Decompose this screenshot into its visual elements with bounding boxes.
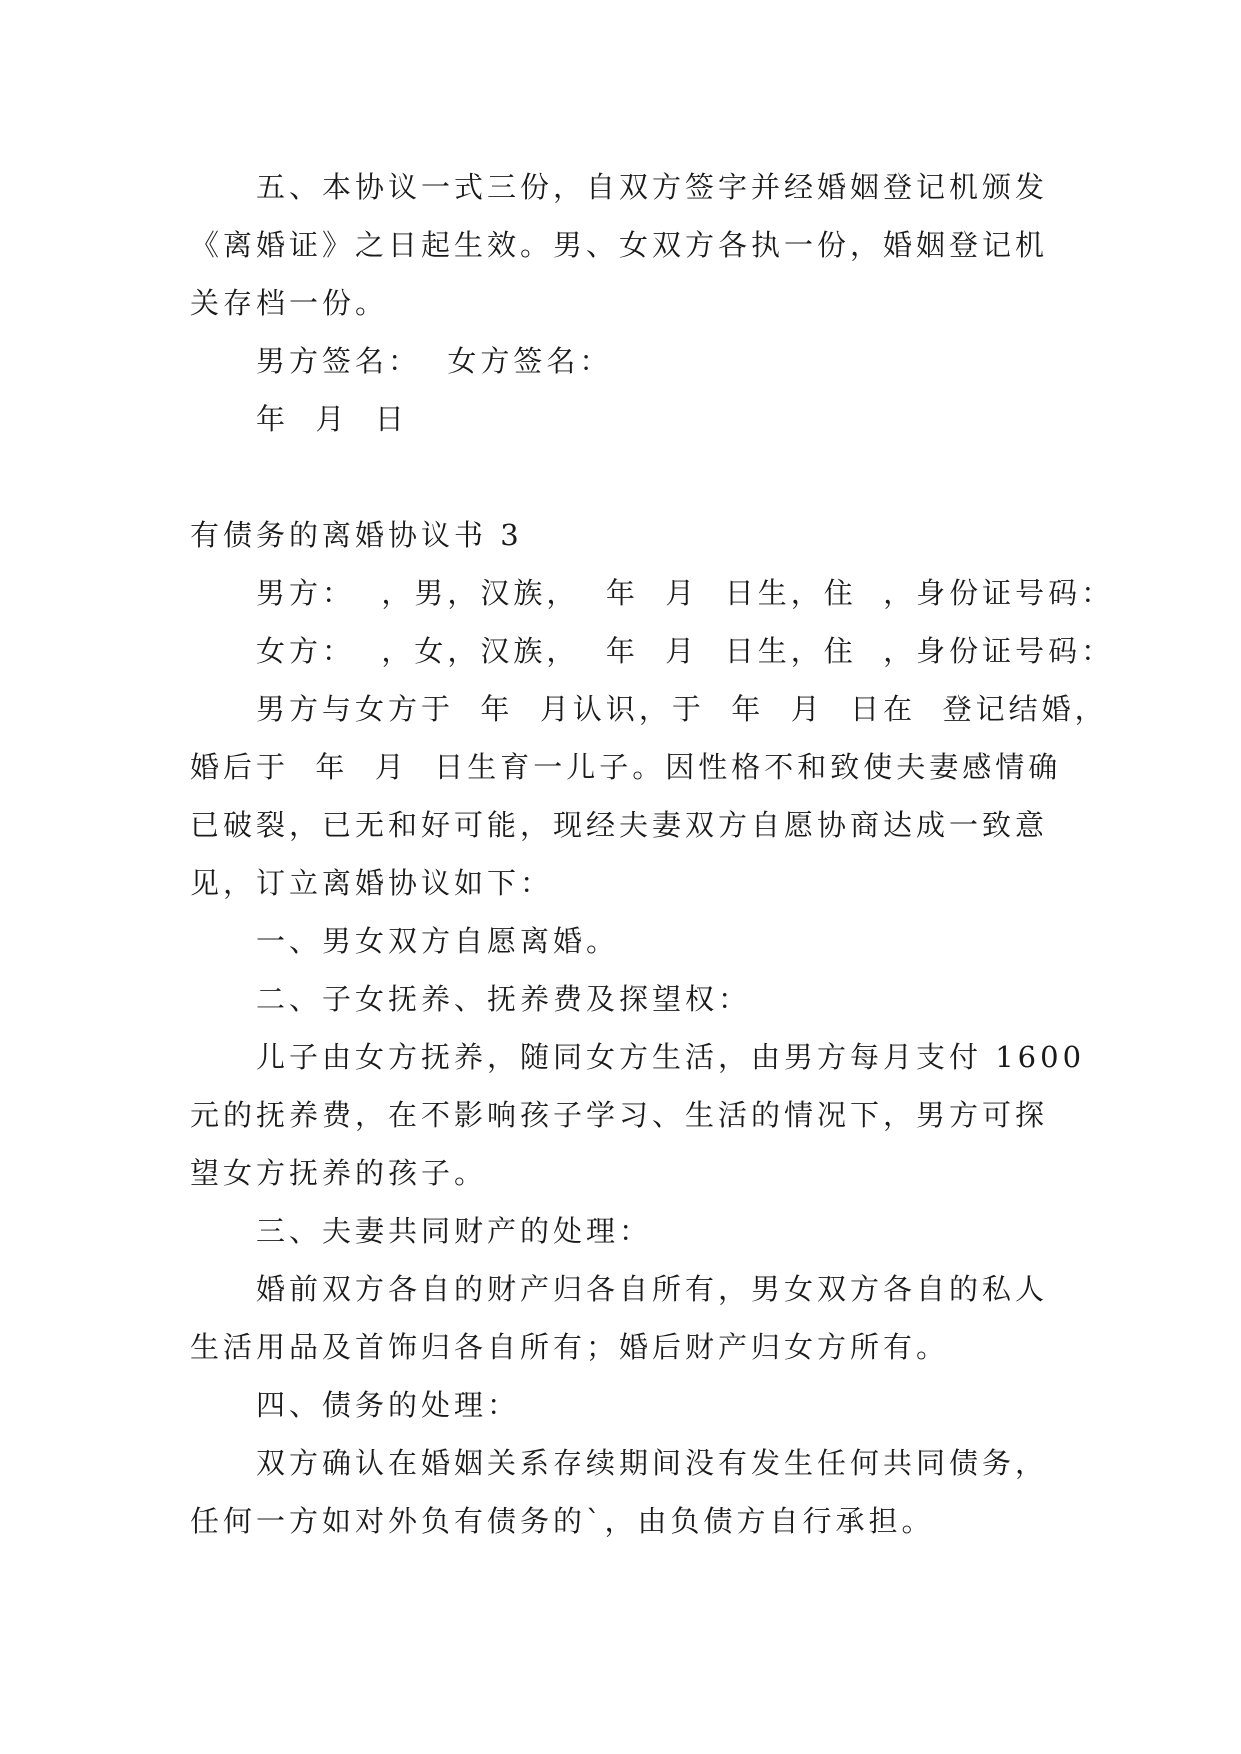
date-line: 年 月 日 (256, 402, 408, 436)
clause-five-line-3: 关存档一份。 (190, 286, 389, 320)
clause-two-line-1: 儿子由女方抚养，随同女方生活，由男方每月支付 1600 (256, 1040, 1086, 1074)
document-body (190, 158, 1115, 1550)
preamble-line-2: 婚后于 年 月 日生育一儿子。因性格不和致使夫妻感情确 (190, 750, 1062, 784)
clause-five-line-2: 《离婚证》之日起生效。男、女双方各执一份，婚姻登记机 (190, 228, 1049, 262)
preamble-line-3: 已破裂，已无和好可能，现经夫妻双方自愿协商达成一致意 (190, 808, 1049, 842)
clause-two-line-2: 元的抚养费，在不影响孩子学习、生活的情况下，男方可探 (190, 1098, 1049, 1132)
clause-three-heading: 三、夫妻共同财产的处理： (256, 1214, 653, 1248)
clause-two-heading: 二、子女抚养、抚养费及探望权： (256, 982, 752, 1016)
clause-two-line-3: 望女方抚养的孩子。 (190, 1156, 488, 1190)
section-title: 有债务的离婚协议书 3 (190, 518, 523, 552)
section-spacer (190, 448, 1052, 506)
clause-four-line-1: 双方确认在婚姻关系存续期间没有发生任何共同债务， (256, 1446, 1049, 1480)
clause-three-line-1: 婚前双方各自的财产归各自所有，男女双方各自的私人 (256, 1272, 1049, 1306)
female-party-line: 女方： ，女，汉族， 年 月 日生，住 ，身份证号码： (256, 634, 1115, 668)
clause-five-line-1: 五、本协议一式三份，自双方签字并经婚姻登记机颁发 (256, 170, 1049, 204)
clause-one: 一、男女双方自愿离婚。 (256, 924, 620, 958)
preamble-line-4: 见，订立离婚协议如下： (190, 866, 554, 900)
clause-three-line-2: 生活用品及首饰归各自所有；婚后财产归女方所有。 (190, 1330, 950, 1364)
preamble-line-1: 男方与女方于 年 月认识，于 年 月 日在 登记结婚， (256, 692, 1108, 726)
clause-four-heading: 四、债务的处理： (256, 1388, 521, 1422)
signature-line: 男方签名： 女方签名： (256, 344, 613, 378)
male-party-line: 男方： ，男，汉族， 年 月 日生，住 ，身份证号码： (256, 576, 1115, 610)
clause-four-line-2: 任何一方如对外负有债务的`，由负债方自行承担。 (190, 1504, 935, 1538)
